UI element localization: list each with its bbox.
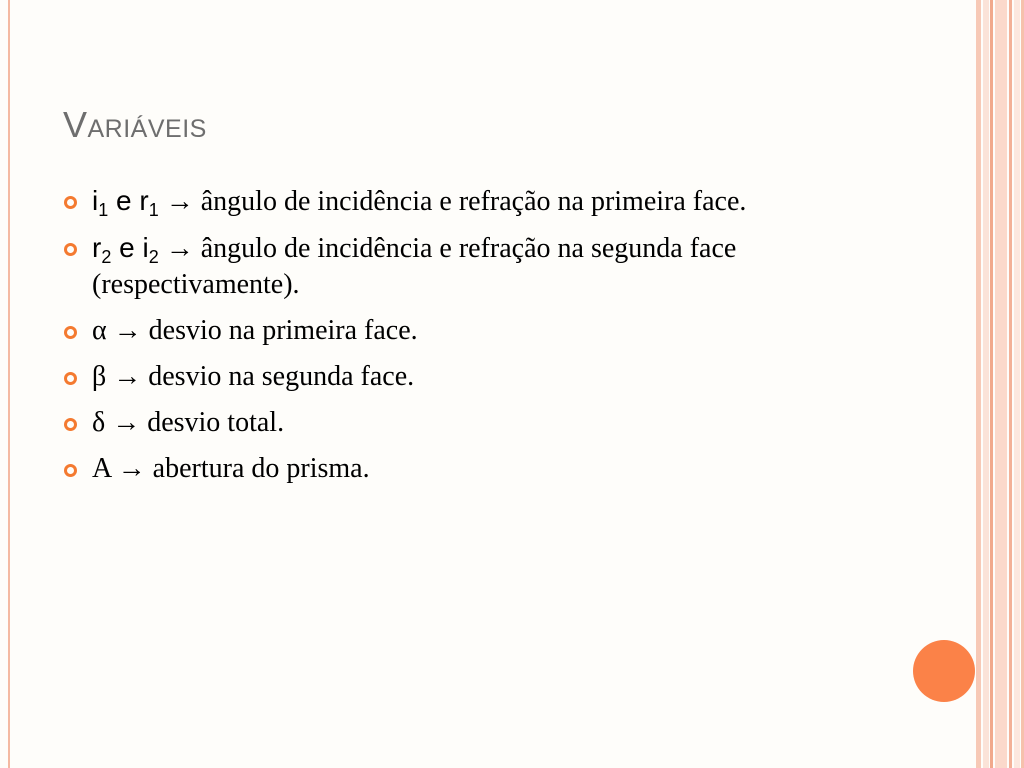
hollow-circle-bullet-icon bbox=[64, 418, 77, 431]
item-text: α → desvio na primeira face. bbox=[92, 315, 418, 346]
variable: r bbox=[139, 185, 149, 216]
list-item bbox=[64, 313, 904, 349]
variable: i bbox=[142, 232, 149, 263]
decorative-stripe bbox=[1014, 0, 1020, 768]
decorative-stripe bbox=[990, 0, 993, 768]
variable: r bbox=[92, 232, 102, 263]
left-border-line bbox=[8, 0, 10, 768]
bullet-list bbox=[64, 183, 904, 497]
item-text: β → desvio na segunda face. bbox=[92, 361, 415, 392]
hollow-circle-bullet-icon bbox=[64, 196, 77, 209]
list-item bbox=[64, 359, 904, 395]
conjunction: e bbox=[111, 232, 143, 263]
list-item bbox=[64, 451, 904, 487]
list-item bbox=[64, 230, 904, 303]
slide-title: Variáveis bbox=[63, 104, 207, 145]
hollow-circle-bullet-icon bbox=[64, 372, 77, 385]
subscript: 1 bbox=[98, 200, 109, 220]
conjunction: e bbox=[108, 185, 140, 216]
item-text: → ângulo de incidência e refração na segunda face (respectivamente). bbox=[92, 233, 737, 300]
subscript: 1 bbox=[148, 200, 159, 220]
hollow-circle-bullet-icon bbox=[64, 243, 77, 256]
hollow-circle-bullet-icon bbox=[64, 464, 77, 477]
hollow-circle-bullet-icon bbox=[64, 326, 77, 339]
decorative-stripe bbox=[976, 0, 981, 768]
orange-circle-decoration bbox=[913, 640, 975, 702]
subscript: 2 bbox=[148, 247, 159, 267]
item-text: → ângulo de incidência e refração na primeira face. bbox=[158, 186, 747, 217]
decorative-stripe bbox=[1009, 0, 1012, 768]
list-item bbox=[64, 183, 904, 220]
item-text: δ → desvio total. bbox=[92, 407, 285, 438]
item-text: A → abertura do prisma. bbox=[92, 453, 370, 484]
list-item bbox=[64, 405, 904, 441]
variable: i bbox=[92, 185, 99, 216]
subscript: 2 bbox=[101, 247, 112, 267]
decorative-stripe bbox=[995, 0, 1007, 768]
decorative-stripe bbox=[983, 0, 989, 768]
